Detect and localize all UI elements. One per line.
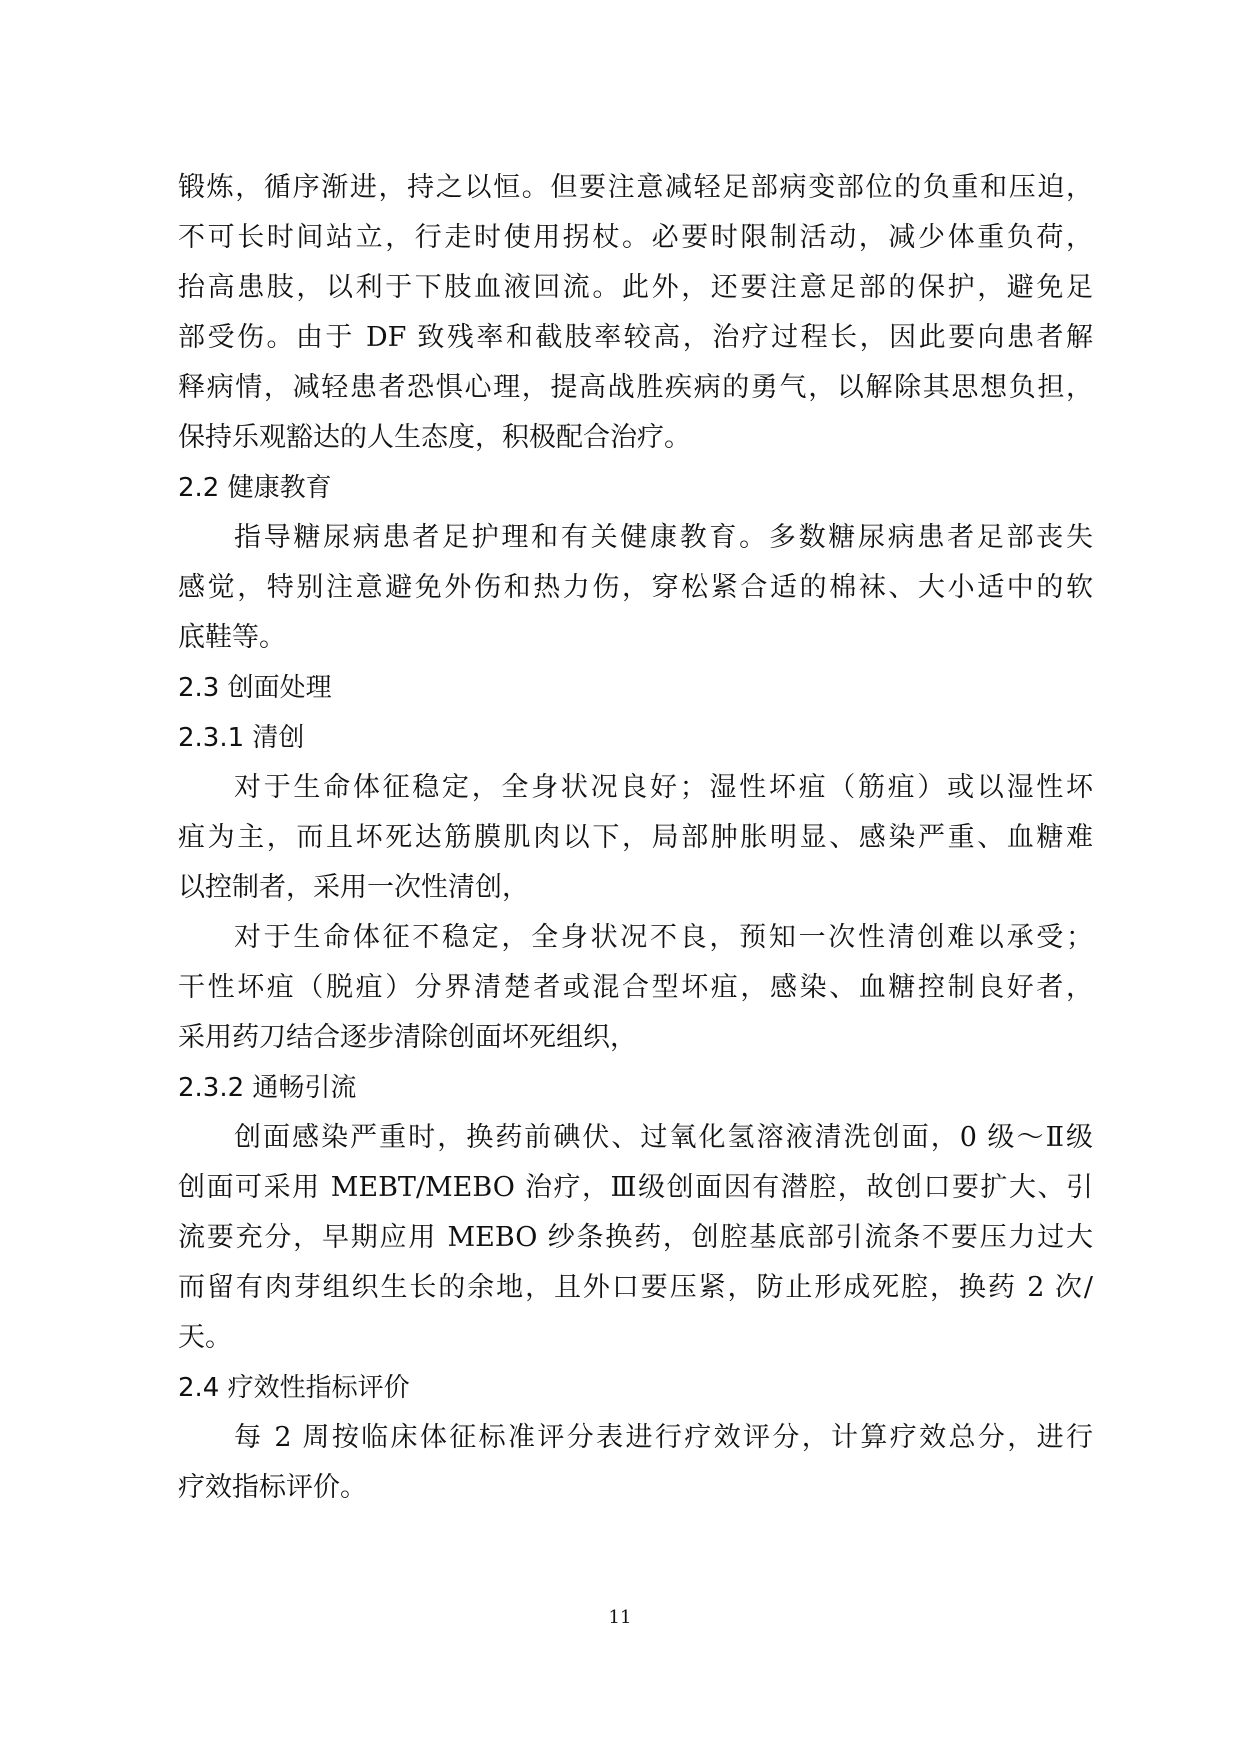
body-text-line: 指导糖尿病患者足护理和有关健康教育。多数糖尿病患者足部丧失	[234, 522, 1093, 553]
body-text-line: 而留有肉芽组织生长的余地，且外口要压紧，防止形成死腔，换药 2 次/	[178, 1272, 1093, 1303]
body-text-line: 感觉，特别注意避免外伤和热力伤，穿松紧合适的棉袜、大小适中的软	[178, 572, 1093, 603]
body-text-line: 每 2 周按临床体征标准评分表进行疗效评分，计算疗效总分，进行	[234, 1422, 1093, 1453]
body-text-line: 不可长时间站立，行走时使用拐杖。必要时限制活动，减少体重负荷，	[178, 222, 1093, 253]
body-text-line: 抬高患肢，以利于下肢血液回流。此外，还要注意足部的保护，避免足	[178, 272, 1093, 303]
body-text-line: 干性坏疽（脱疽）分界清楚者或混合型坏疽，感染、血糖控制良好者，	[178, 972, 1093, 1003]
body-text-line: 疽为主，而且坏死达筋膜肌肉以下，局部肿胀明显、感染严重、血糖难	[178, 822, 1093, 853]
section-heading-2-2: 2.2 健康教育	[178, 473, 332, 503]
body-text-line: 疗效指标评价。	[178, 1472, 367, 1503]
body-text-line: 底鞋等。	[178, 622, 286, 653]
body-text-line: 保持乐观豁达的人生态度，积极配合治疗。	[178, 422, 691, 453]
body-text-line: 对于生命体征稳定，全身状况良好；湿性坏疽（筋疽）或以湿性坏	[234, 772, 1093, 803]
body-text-line: 锻炼，循序渐进，持之以恒。但要注意减轻足部病变部位的负重和压迫，	[178, 172, 1093, 203]
body-text-line: 以控制者，采用一次性清创，	[178, 872, 529, 903]
page-number: 11	[608, 1607, 632, 1628]
body-text-line: 部受伤。由于 DF 致残率和截肢率较高，治疗过程长，因此要向患者解	[178, 322, 1093, 353]
section-heading-2-3: 2.3 创面处理	[178, 673, 332, 703]
body-text-line: 流要充分，早期应用 MEBO 纱条换药，创腔基底部引流条不要压力过大	[178, 1222, 1093, 1253]
body-text-line: 采用药刀结合逐步清除创面坏死组织，	[178, 1022, 637, 1053]
section-heading-2-3-2: 2.3.2 通畅引流	[178, 1073, 357, 1103]
body-text-line: 天。	[178, 1322, 232, 1353]
body-text-line: 创面感染严重时，换药前碘伏、过氧化氢溶液清洗创面，0 级～Ⅱ级	[234, 1122, 1093, 1153]
section-heading-2-4: 2.4 疗效性指标评价	[178, 1373, 410, 1403]
body-text-line: 释病情，减轻患者恐惧心理，提高战胜疾病的勇气，以解除其思想负担，	[178, 372, 1093, 403]
body-text-line: 创面可采用 MEBT/MEBO 治疗，Ⅲ级创面因有潜腔，故创口要扩大、引	[178, 1172, 1093, 1203]
body-text-line: 对于生命体征不稳定，全身状况不良，预知一次性清创难以承受；	[234, 922, 1093, 953]
section-heading-2-3-1: 2.3.1 清创	[178, 723, 305, 753]
